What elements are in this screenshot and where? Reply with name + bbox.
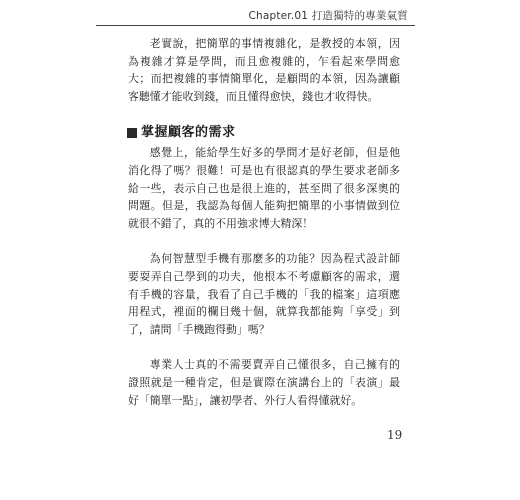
square-bullet-icon	[127, 128, 137, 138]
paragraph-3: 專業人士真的不需要賣弄自己懂很多，自己擁有的證照就是一種肯定，但是實際在演講台上的「表演」最好「簡單一點」，讓初學者、外行人看得懂就好。	[128, 358, 400, 407]
paragraph-2: 為何智慧型手機有那麼多的功能？因為程式設計師要耍弄自己學到的功夫，他根本不考慮顧客的需求，還有手機的容量，我看了自己手機的「我的檔案」這項應用程式，裡面的欄目幾十個，就算我都能夠「享受」到了，請問「手機跑得動」嗎？	[128, 252, 400, 336]
section-heading-text: 掌握顧客的需求	[141, 125, 236, 141]
intro-paragraph: 老實說，把簡單的事情複雜化，是教授的本領，因為複雜才算是學問，而且愈複雜的，乍看起來學問愈大；而把複雜的事情簡單化，是顧問的本領，因為讓顧客聽懂才能收到錢，而且懂得愈快，錢也才收得快。	[128, 37, 400, 103]
page-number: 19	[387, 428, 403, 442]
page-body	[128, 35, 400, 409]
running-header: Chapter.01 打造獨特的專業氣質	[248, 10, 408, 22]
section-heading	[128, 124, 400, 142]
paragraph-gap	[128, 338, 400, 356]
paragraph-gap	[128, 232, 400, 250]
paragraph-1: 感覺上，能給學生好多的學問才是好老師，但是他消化得了嗎？很難！可是也有很認真的學生要求老師多給一些，表示自己也是很上進的，甚至問了很多深奧的問題。但是，我認為每個人能夠把簡單的小事情做到位就很不錯了，真的不用強求博大精深！	[128, 146, 400, 230]
header-rule	[96, 25, 415, 26]
